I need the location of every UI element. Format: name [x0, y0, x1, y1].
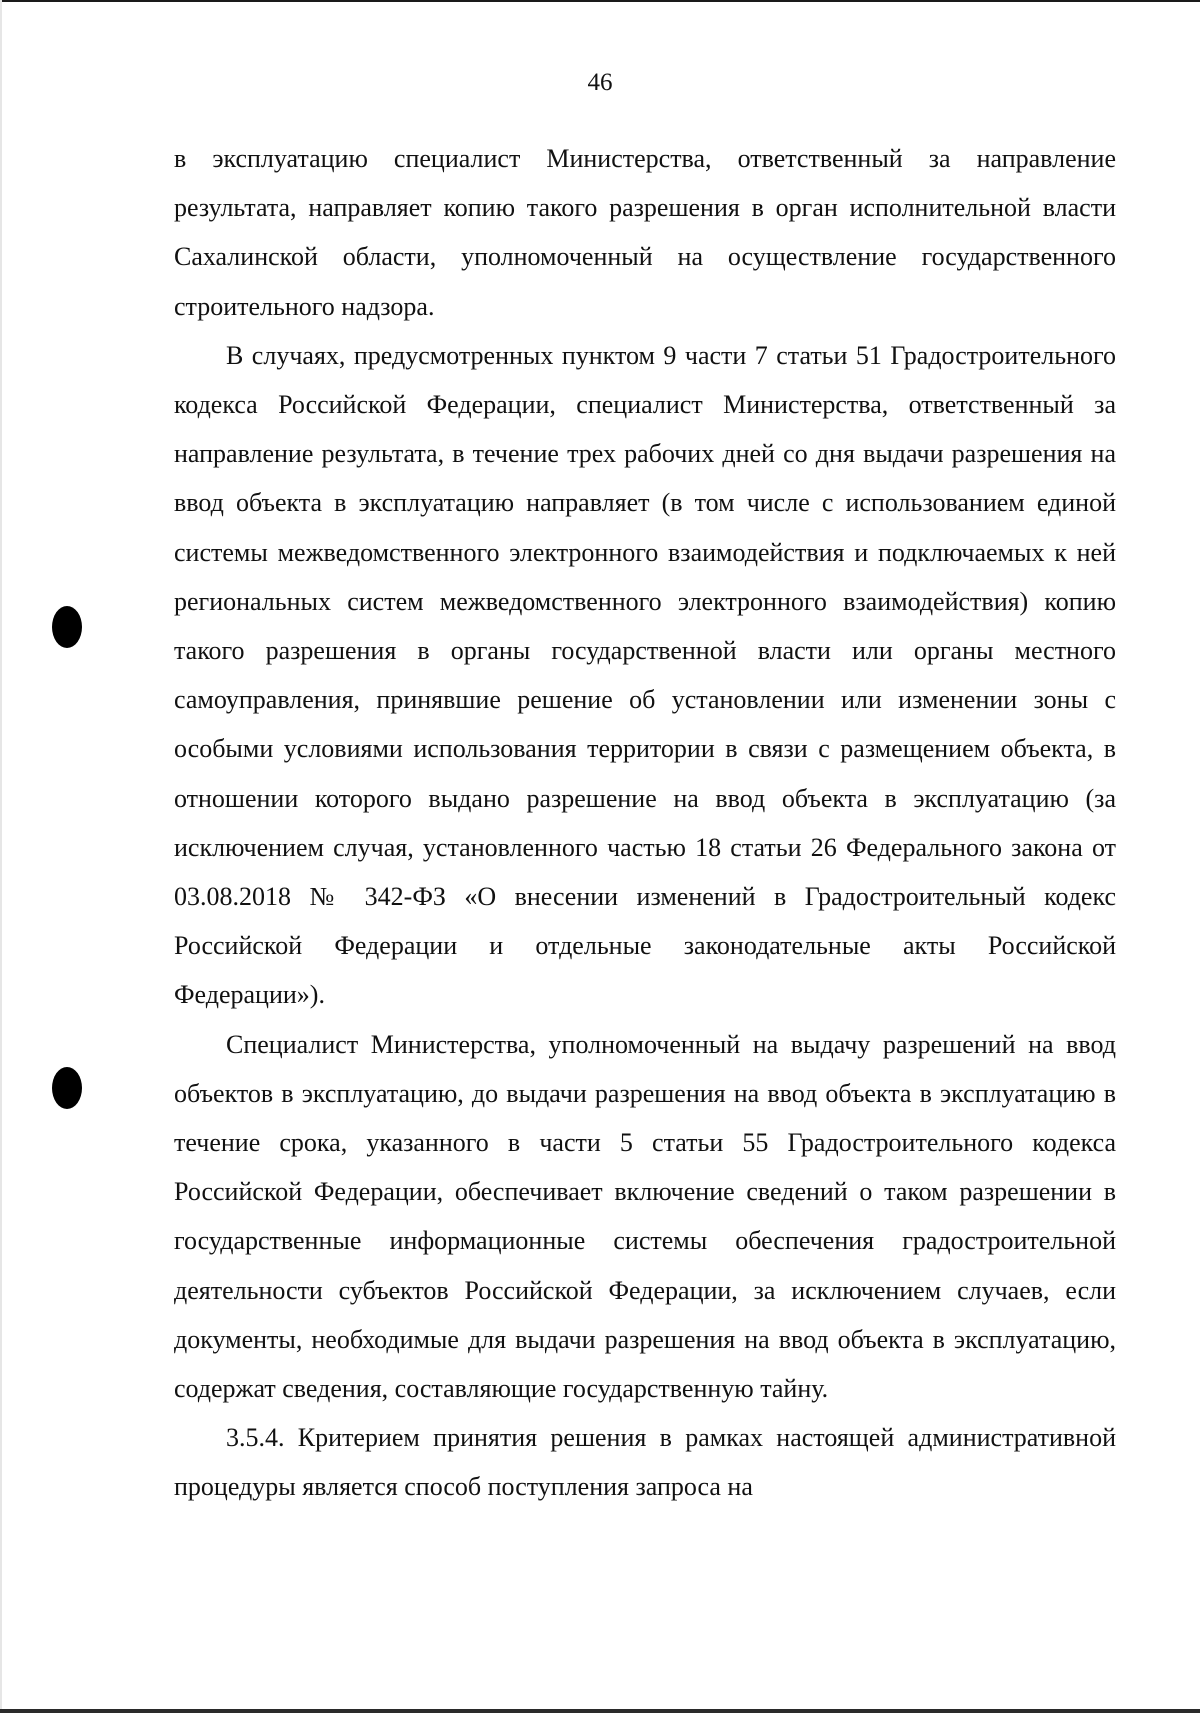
paragraph: В случаях, предусмотренных пунктом 9 части 7 статьи 51 Градостроительного кодекса Российской Федерации, специалист Министерства, ответственный за направление результата, в течение трех рабочих дней со дня выдачи разрешения на ввод объекта в эксплуатацию направляет (в том числе с использованием единой системы межведомственного электронного взаимодействия и подключаемых к ней региональных систем межведомственного электронного взаимодействия) копию такого разрешения в органы государственной власти или органы местного самоуправления, принявшие решение об установлении или изменении зоны с особыми условиями использования территории в связи с размещением объекта, в отношении которого выдано разрешение на ввод объекта в эксплуатацию (за исключением случая, установленного частью 18 статьи 26 Федерального закона от 03.08.2018 № 342-ФЗ «О внесении изменений в Градостроительный кодекс Российской Федерации и отдельные законодательные акты Российской Федерации»).	[174, 340, 1116, 1010]
page-number: 46	[587, 69, 613, 96]
scan-bottom-edge	[0, 1709, 1200, 1713]
scan-left-edge	[0, 0, 2, 1713]
document-body	[174, 134, 1116, 1512]
punch-hole	[52, 1067, 82, 1109]
punch-hole	[52, 606, 82, 648]
paragraph-clause-3-5-4: 3.5.4. Критерием принятия решения в рамках настоящей административной процедуры является способ поступления запроса на	[174, 1423, 1116, 1502]
paragraph-continuation: в эксплуатацию специалист Министерства, ответственный за направление результата, направляет копию такого разрешения в орган исполнительной власти Сахалинской области, уполномоченный на осуществление государственного строительного надзора.	[174, 144, 1116, 321]
scan-top-edge	[0, 0, 1200, 2]
paragraph: Специалист Министерства, уполномоченный на выдачу разрешений на ввод объектов в эксплуатацию, до выдачи разрешения на ввод объекта в эксплуатацию в течение срока, указанного в части 5 статьи 55 Градостроительного кодекса Российской Федерации, обеспечивает включение сведений о таком разрешении в государственные информационные системы обеспечения градостроительной деятельности субъектов Российской Федерации, за исключением случаев, если документы, необходимые для выдачи разрешения на ввод объекта в эксплуатацию, содержат сведения, составляющие государственную тайну.	[174, 1029, 1116, 1404]
